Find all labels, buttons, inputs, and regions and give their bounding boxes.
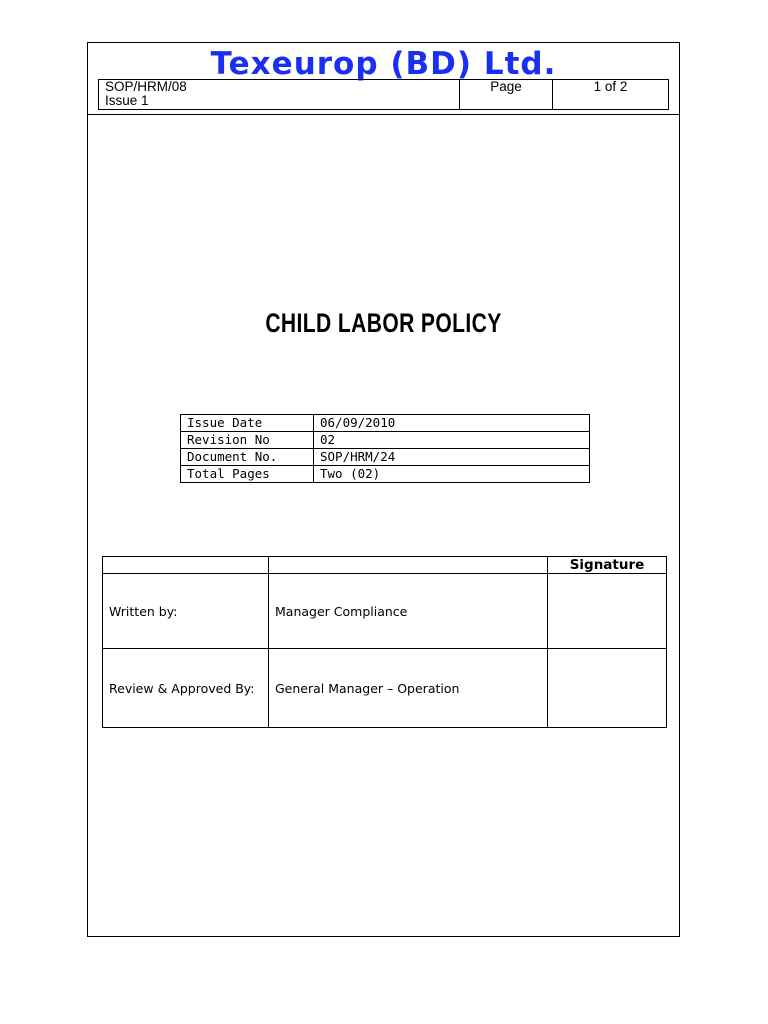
signature-cell: [548, 574, 667, 649]
info-label: Document No.: [181, 449, 314, 466]
issue-label: Issue 1: [105, 93, 149, 108]
role-cell: Written by:: [103, 574, 269, 649]
info-value: Two (02): [314, 466, 590, 483]
signature-cell: [548, 649, 667, 728]
info-value: 02: [314, 432, 590, 449]
info-value: SOP/HRM/24: [314, 449, 590, 466]
document-page: [87, 42, 680, 937]
signature-header: Signature: [548, 557, 667, 574]
info-value: 06/09/2010: [314, 415, 590, 432]
company-logo-text: Texeurop (BD) Ltd.: [210, 46, 557, 82]
header-divider: [88, 114, 679, 115]
doc-code: SOP/HRM/08: [105, 79, 187, 94]
doc-code-cell: [99, 80, 460, 110]
info-row: [181, 415, 590, 432]
info-label: Total Pages: [181, 466, 314, 483]
info-row: [181, 466, 590, 483]
info-label: Issue Date: [181, 415, 314, 432]
header-table: [98, 79, 669, 110]
header-cell-blank: [103, 557, 269, 574]
page-number: 1 of 2: [553, 80, 669, 110]
info-label: Revision No: [181, 432, 314, 449]
role-cell: Review & Approved By:: [103, 649, 269, 728]
name-cell: General Manager – Operation: [269, 649, 548, 728]
name-cell: Manager Compliance: [269, 574, 548, 649]
signature-row: [103, 574, 667, 649]
info-row: [181, 432, 590, 449]
document-title: CHILD LABOR POLICY: [265, 308, 502, 338]
header-cell-blank: [269, 557, 548, 574]
page-label: Page: [460, 80, 553, 110]
signature-table: [102, 556, 667, 728]
info-row: [181, 449, 590, 466]
signature-header-row: [103, 557, 667, 574]
signature-row: [103, 649, 667, 728]
document-info-table: [180, 414, 590, 483]
